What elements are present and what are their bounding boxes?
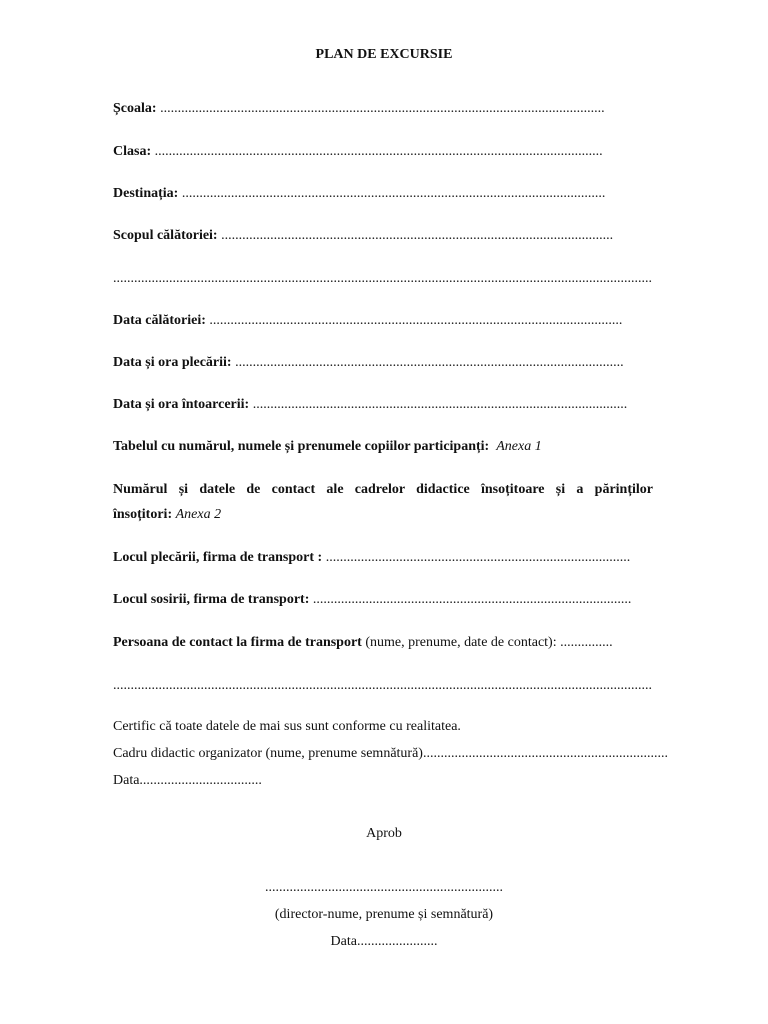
field-clasa bbox=[113, 144, 603, 160]
field-dots: ................................................................................................................................ bbox=[151, 144, 603, 159]
field-scoala bbox=[113, 101, 605, 117]
field-destinatia bbox=[113, 186, 605, 202]
field-data-plecarii bbox=[113, 355, 624, 371]
field-dots: ............................................................................................................................... bbox=[156, 101, 605, 116]
field-dots: ........................................................................................................... bbox=[249, 397, 628, 412]
field-dots: ....................................................................................... bbox=[322, 550, 631, 565]
director-signature-dots: .................................................................... bbox=[265, 880, 503, 895]
field-tabelul bbox=[113, 439, 542, 455]
field-dots: ...................................................................................................................... bbox=[205, 313, 623, 328]
field-scopul bbox=[113, 228, 613, 244]
field-locul-sosirii bbox=[113, 592, 631, 608]
field-label: Destinația: bbox=[113, 186, 179, 201]
field-label: Data și ora întoarcerii: bbox=[113, 397, 250, 412]
field-label: Școala: bbox=[113, 101, 157, 116]
field-numarul-line1: Numărul și datele de contact ale cadrelor didactice însoțitoare și a părinților bbox=[113, 482, 653, 497]
organizer-signature-line: Cadru didactic organizator (nume, prenume semnătură)...................................................................... bbox=[113, 746, 668, 761]
field-dots: ......................................................................................................................... bbox=[178, 186, 606, 201]
field-dots: ........................................................................................... bbox=[309, 592, 632, 607]
field-locul-plecarii bbox=[113, 550, 630, 566]
annex-reference: Anexa 1 bbox=[496, 439, 542, 454]
field-label: însoțitori: bbox=[113, 507, 173, 522]
certification-text: Certific că toate datele de mai sus sunt conforme cu realitatea. bbox=[113, 719, 461, 734]
field-persoana-continuation: .......................................................................................................................................................... bbox=[113, 678, 652, 693]
director-signature-caption: (director-nume, prenume și semnătură) bbox=[274, 907, 494, 922]
field-label: Data și ora plecării: bbox=[113, 355, 232, 370]
field-label: Scopul călătoriei: bbox=[113, 228, 218, 243]
field-numarul-line2 bbox=[113, 507, 221, 523]
approval-label: Aprob bbox=[366, 826, 402, 841]
field-label: Locul plecării, firma de transport : bbox=[113, 550, 323, 565]
organizer-date-line: Data................................... bbox=[113, 773, 262, 788]
field-label: Locul sosirii, firma de transport: bbox=[113, 592, 310, 607]
field-label: Tabelul cu numărul, numele și prenumele copiilor participanți: bbox=[113, 439, 490, 454]
field-data-intoarcerii bbox=[113, 397, 627, 413]
field-note: (nume, prenume, date de contact): bbox=[361, 635, 557, 650]
director-date-line: Data....................... bbox=[330, 934, 438, 949]
field-data-calatoriei bbox=[113, 313, 622, 329]
field-persoana-contact bbox=[113, 635, 613, 651]
field-dots: ................................................................................................................ bbox=[217, 228, 614, 243]
field-label: Data călătoriei: bbox=[113, 313, 206, 328]
field-dots: ............................................................................................................... bbox=[231, 355, 624, 370]
annex-reference: Anexa 2 bbox=[175, 507, 222, 522]
field-label: Persoana de contact la firma de transport bbox=[113, 635, 362, 650]
document-title: PLAN DE EXCURSIE bbox=[315, 47, 453, 62]
field-scopul-continuation: .......................................................................................................................................................... bbox=[113, 271, 652, 286]
field-dots: ............... bbox=[556, 635, 613, 650]
field-label: Clasa: bbox=[113, 144, 152, 159]
